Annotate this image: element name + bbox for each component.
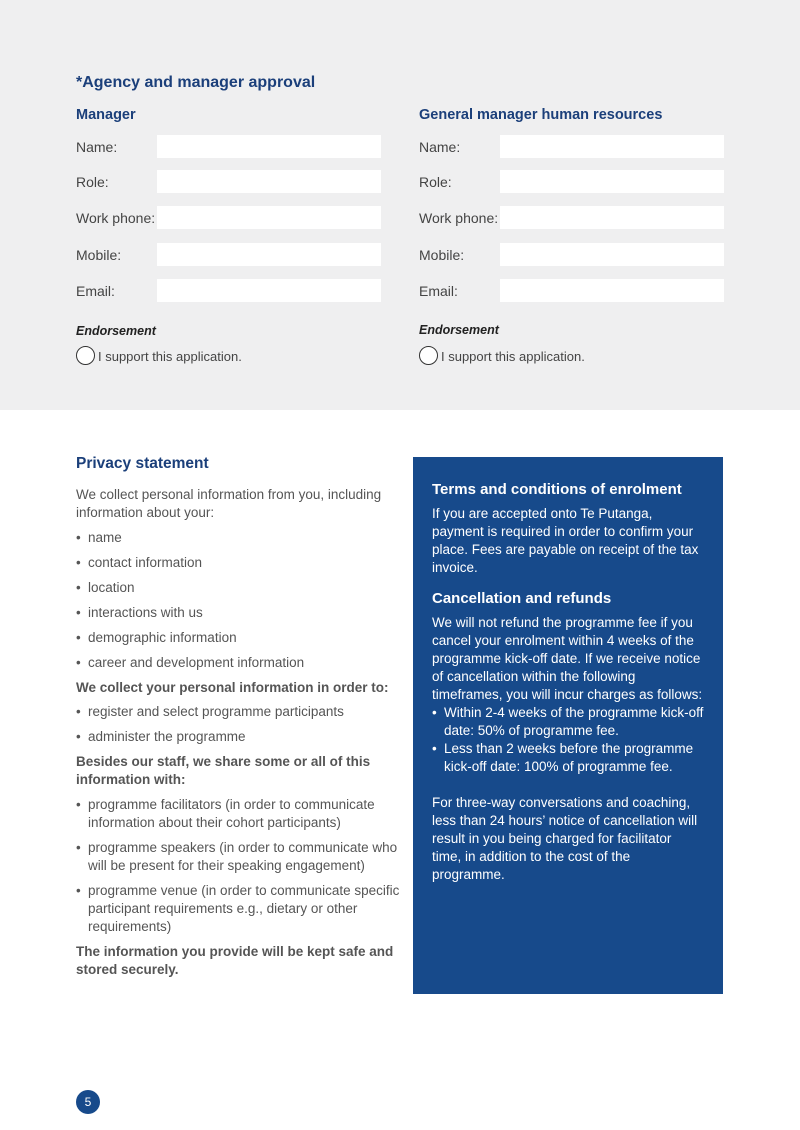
manager-email-row <box>76 279 382 303</box>
gm-hr-name-label: Name: <box>419 139 461 155</box>
manager-name-input[interactable] <box>157 135 381 158</box>
list-item: • register and select programme participants <box>76 703 401 721</box>
list-item: • Within 2-4 weeks of the programme kick-off date: 50% of programme fee. <box>432 704 704 740</box>
gm-hr-column <box>419 107 725 364</box>
manager-name-label: Name: <box>76 139 118 155</box>
gm-hr-mobile-label: Mobile: <box>419 247 465 263</box>
gm-hr-email-row <box>419 279 725 303</box>
gm-hr-work-phone-label: Work phone: <box>419 210 499 226</box>
cancel-list <box>432 704 704 776</box>
terms-body: If you are accepted onto Te Putanga, payment is required in order to confirm your place. Fees are payable on receipt of the tax invoice. <box>432 506 699 575</box>
manager-role-input[interactable] <box>157 170 381 193</box>
list-item: • programme speakers (in order to communicate who will be present for their speaking engagement) <box>76 839 401 875</box>
privacy-closing: The information you provide will be kept safe and stored securely. <box>76 944 394 977</box>
manager-work-phone-label: Work phone: <box>76 210 156 226</box>
manager-role-row <box>76 170 382 194</box>
gm-hr-endorsement-title: Endorsement <box>419 323 499 337</box>
manager-column <box>76 107 382 364</box>
gm-hr-role-label: Role: <box>419 174 452 190</box>
cancel-body: We will not refund the programme fee if you cancel your enrolment within 4 weeks of the programme kick-off date. If we receive notice of cancellation within the following timeframes, you will incur charges as follows: <box>432 615 703 702</box>
manager-work-phone-input[interactable] <box>157 206 381 229</box>
gm-hr-endorsement-label: I support this application. <box>441 349 585 364</box>
manager-name-row <box>76 135 382 159</box>
list-item: • contact information <box>76 554 401 572</box>
approval-title: *Agency and manager approval <box>76 74 316 91</box>
gm-hr-work-phone-input[interactable] <box>500 206 724 229</box>
manager-work-phone-row <box>76 206 382 230</box>
gm-hr-mobile-input[interactable] <box>500 243 724 266</box>
gm-hr-mobile-row <box>419 243 725 267</box>
gm-hr-heading: General manager human resources <box>419 107 663 123</box>
manager-email-label: Email: <box>76 283 115 299</box>
gm-hr-endorsement-radio[interactable] <box>419 346 438 365</box>
list-item: • interactions with us <box>76 604 401 622</box>
terms-box <box>413 457 723 994</box>
manager-mobile-label: Mobile: <box>76 247 122 263</box>
list-item: • programme venue (in order to communicate specific participant requirements e.g., dietary or other requirements) <box>76 882 401 936</box>
manager-heading: Manager <box>76 107 136 123</box>
list-item: • Less than 2 weeks before the programme kick-off date: 100% of programme fee. <box>432 740 704 776</box>
manager-email-input[interactable] <box>157 279 381 302</box>
purpose-heading: We collect your personal information in order to: <box>76 680 389 695</box>
cancel-heading: Cancellation and refunds <box>432 590 612 607</box>
manager-endorsement-label: I support this application. <box>98 349 242 364</box>
manager-endorsement-title: Endorsement <box>76 324 156 338</box>
purpose-list <box>76 703 401 746</box>
privacy-statement <box>76 455 401 979</box>
manager-mobile-row <box>76 243 382 267</box>
gm-hr-email-label: Email: <box>419 283 458 299</box>
manager-endorsement-radio[interactable] <box>76 346 95 365</box>
three-way-note: For three-way conversations and coaching, less than 24 hours’ notice of cancellation will result in you being charged for facilitator time, in addition to the cost of the programme. <box>432 795 698 882</box>
manager-role-label: Role: <box>76 174 109 190</box>
gm-hr-work-phone-row <box>419 206 725 230</box>
privacy-heading: Privacy statement <box>76 455 209 472</box>
manager-mobile-input[interactable] <box>157 243 381 266</box>
list-item: • location <box>76 579 401 597</box>
page-number: 5 <box>76 1090 100 1114</box>
list-item: • administer the programme <box>76 728 401 746</box>
gm-hr-email-input[interactable] <box>500 279 724 302</box>
collect-list <box>76 529 401 672</box>
gm-hr-name-row <box>419 135 725 159</box>
share-heading: Besides our staff, we share some or all of this information with: <box>76 754 371 787</box>
list-item: • name <box>76 529 401 547</box>
list-item: • demographic information <box>76 629 401 647</box>
list-item: • programme facilitators (in order to communicate information about their cohort participants) <box>76 796 401 832</box>
share-list <box>76 796 401 936</box>
list-item: • career and development information <box>76 654 401 672</box>
gm-hr-role-input[interactable] <box>500 170 724 193</box>
gm-hr-role-row <box>419 170 725 194</box>
privacy-intro: We collect personal information from you, including information about your: <box>76 487 382 520</box>
terms-heading: Terms and conditions of enrolment <box>432 481 682 498</box>
gm-hr-name-input[interactable] <box>500 135 724 158</box>
